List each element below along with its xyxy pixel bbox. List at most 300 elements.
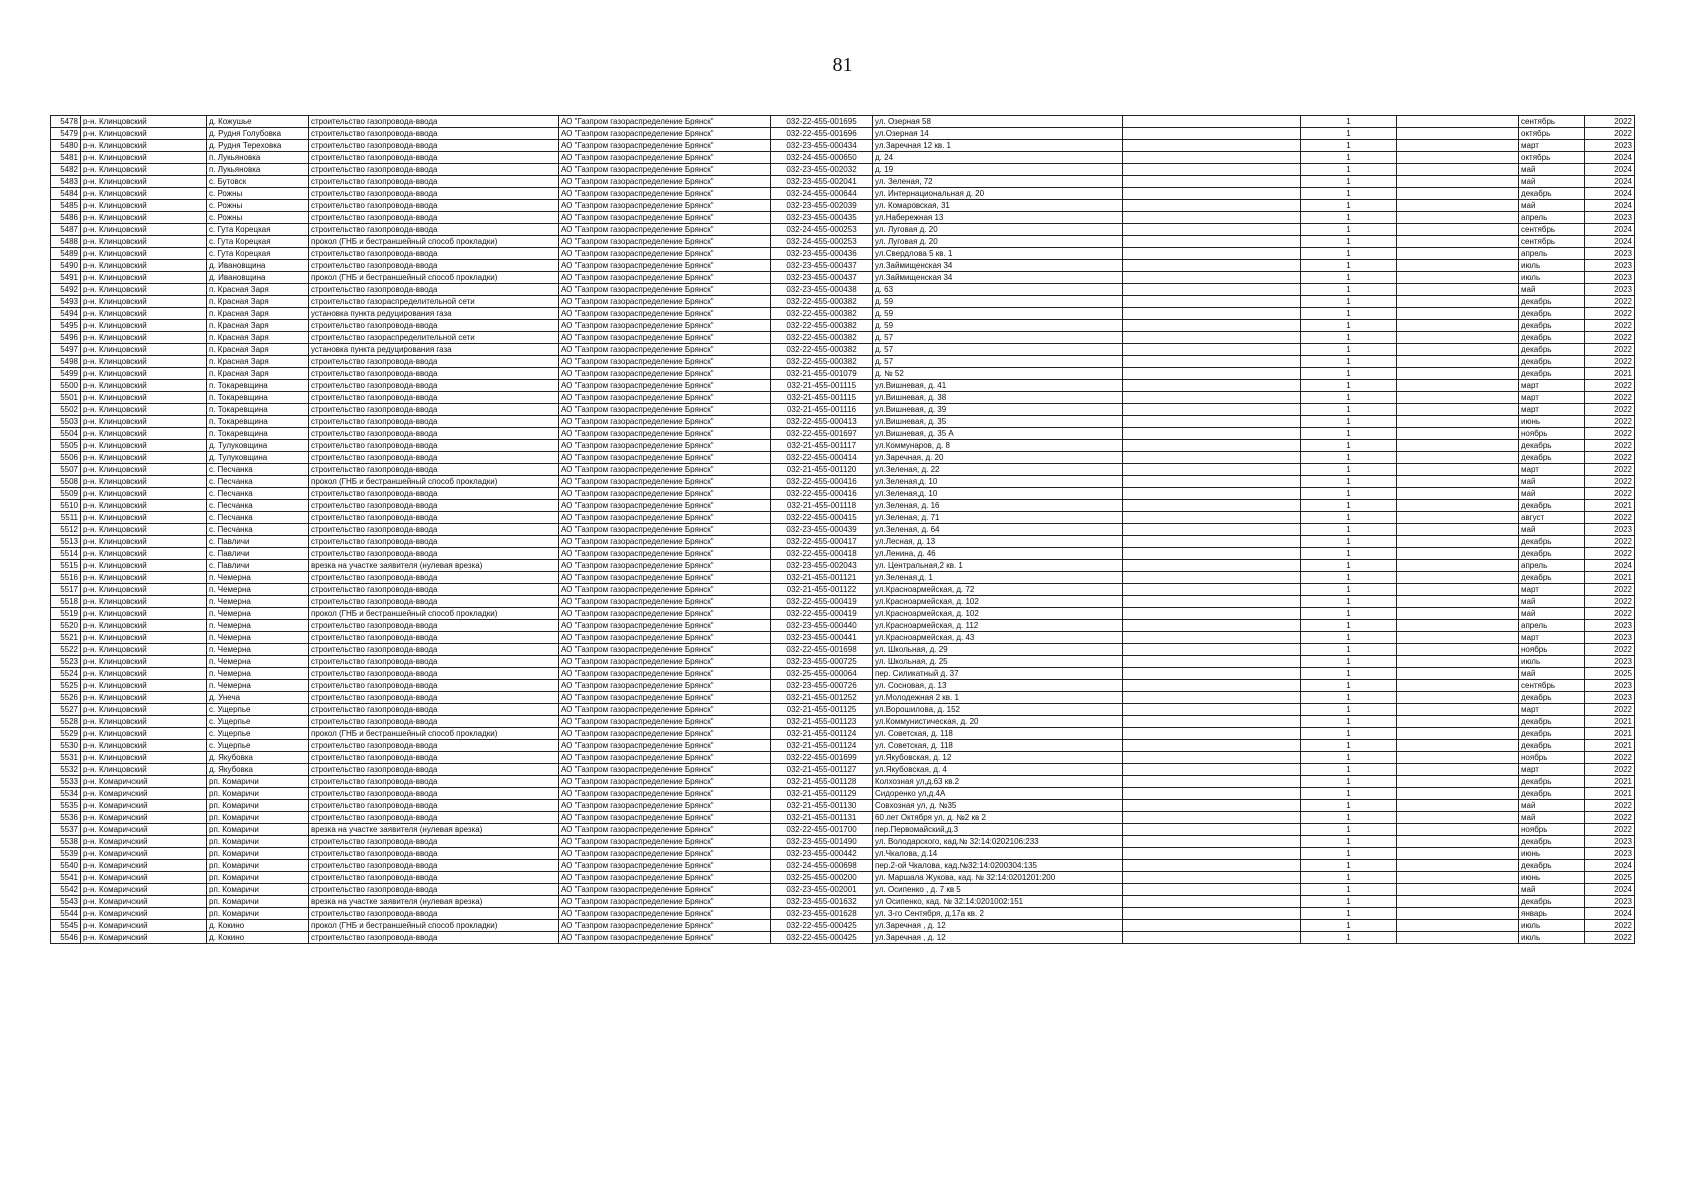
cell-blank [1397, 632, 1519, 644]
cell-month: май [1519, 812, 1585, 824]
cell-quantity: 1 [1301, 836, 1397, 848]
cell-address: пер.Первомайский,д.3 [873, 824, 1123, 836]
cell-month: май [1519, 608, 1585, 620]
cell-quantity: 1 [1301, 428, 1397, 440]
cell-extra [1123, 416, 1301, 428]
table-row [51, 536, 1635, 548]
cell-quantity: 1 [1301, 380, 1397, 392]
cell-month: март [1519, 764, 1585, 776]
cell-month: декабрь [1519, 860, 1585, 872]
cell-row-number: 5495 [51, 320, 81, 332]
cell-work-type: строительство газопровода-ввода [309, 368, 559, 380]
cell-quantity: 1 [1301, 740, 1397, 752]
cell-blank [1397, 164, 1519, 176]
cell-work-type: строительство газопровода-ввода [309, 812, 559, 824]
cell-settlement: д. Тулуковщина [207, 440, 309, 452]
cell-quantity: 1 [1301, 500, 1397, 512]
cell-application-number: 032-22-455-000416 [771, 476, 873, 488]
cell-month: декабрь [1519, 452, 1585, 464]
cell-address: ул. Маршала Жукова, кад. № 32:14:0201201:200 [873, 872, 1123, 884]
cell-quantity: 1 [1301, 812, 1397, 824]
cell-month: декабрь [1519, 368, 1585, 380]
cell-organization: АО "Газпром газораспределение Брянск" [559, 416, 771, 428]
cell-year: 2022 [1585, 128, 1635, 140]
cell-row-number: 5546 [51, 932, 81, 944]
cell-organization: АО "Газпром газораспределение Брянск" [559, 776, 771, 788]
cell-settlement: п. Красная Заря [207, 320, 309, 332]
cell-address: д. 24 [873, 152, 1123, 164]
cell-row-number: 5485 [51, 200, 81, 212]
cell-extra [1123, 272, 1301, 284]
cell-settlement: п. Чемерна [207, 680, 309, 692]
cell-quantity: 1 [1301, 296, 1397, 308]
cell-organization: АО "Газпром газораспределение Брянск" [559, 488, 771, 500]
table-row [51, 788, 1635, 800]
cell-organization: АО "Газпром газораспределение Брянск" [559, 896, 771, 908]
cell-work-type: строительство газопровода-ввода [309, 860, 559, 872]
cell-extra [1123, 920, 1301, 932]
cell-year: 2024 [1585, 188, 1635, 200]
cell-year: 2021 [1585, 572, 1635, 584]
cell-quantity: 1 [1301, 116, 1397, 128]
cell-organization: АО "Газпром газораспределение Брянск" [559, 500, 771, 512]
cell-year: 2022 [1585, 440, 1635, 452]
cell-row-number: 5520 [51, 620, 81, 632]
cell-address: ул. Школьная, д. 29 [873, 644, 1123, 656]
cell-extra [1123, 824, 1301, 836]
cell-organization: АО "Газпром газораспределение Брянск" [559, 668, 771, 680]
cell-blank [1397, 800, 1519, 812]
cell-month: май [1519, 884, 1585, 896]
cell-month: декабрь [1519, 188, 1585, 200]
cell-blank [1397, 620, 1519, 632]
cell-blank [1397, 704, 1519, 716]
cell-district: р-н. Клинцовский [81, 452, 207, 464]
cell-blank [1397, 896, 1519, 908]
cell-quantity: 1 [1301, 356, 1397, 368]
table-row [51, 236, 1635, 248]
cell-blank [1397, 416, 1519, 428]
cell-district: р-н. Клинцовский [81, 596, 207, 608]
cell-extra [1123, 248, 1301, 260]
table-row [51, 512, 1635, 524]
cell-extra [1123, 668, 1301, 680]
cell-blank [1397, 476, 1519, 488]
cell-extra [1123, 368, 1301, 380]
table-row [51, 284, 1635, 296]
cell-quantity: 1 [1301, 416, 1397, 428]
cell-month: январь [1519, 908, 1585, 920]
cell-address: ул.Зеленая, д. 16 [873, 500, 1123, 512]
cell-organization: АО "Газпром газораспределение Брянск" [559, 716, 771, 728]
cell-quantity: 1 [1301, 704, 1397, 716]
cell-extra [1123, 752, 1301, 764]
cell-work-type: строительство газопровода-ввода [309, 644, 559, 656]
cell-organization: АО "Газпром газораспределение Брянск" [559, 224, 771, 236]
table-row [51, 836, 1635, 848]
cell-quantity: 1 [1301, 908, 1397, 920]
cell-quantity: 1 [1301, 692, 1397, 704]
cell-row-number: 5490 [51, 260, 81, 272]
page-number: 81 [832, 54, 853, 76]
cell-month: апрель [1519, 620, 1585, 632]
cell-address: 60 лет Октября ул, д. №2 кв 2 [873, 812, 1123, 824]
cell-year: 2025 [1585, 668, 1635, 680]
cell-blank [1397, 812, 1519, 824]
cell-work-type: прокол (ГНБ и бестраншейный способ прокладки) [309, 476, 559, 488]
cell-row-number: 5499 [51, 368, 81, 380]
cell-month: декабрь [1519, 536, 1585, 548]
cell-application-number: 032-21-455-001125 [771, 704, 873, 716]
cell-extra [1123, 728, 1301, 740]
cell-organization: АО "Газпром газораспределение Брянск" [559, 176, 771, 188]
cell-settlement: рп. Комаричи [207, 824, 309, 836]
cell-organization: АО "Газпром газораспределение Брянск" [559, 260, 771, 272]
cell-organization: АО "Газпром газораспределение Брянск" [559, 512, 771, 524]
cell-year: 2023 [1585, 680, 1635, 692]
cell-district: р-н. Клинцовский [81, 704, 207, 716]
cell-organization: АО "Газпром газораспределение Брянск" [559, 836, 771, 848]
cell-extra [1123, 296, 1301, 308]
cell-month: март [1519, 380, 1585, 392]
cell-blank [1397, 716, 1519, 728]
cell-work-type: строительство газопровода-ввода [309, 536, 559, 548]
cell-address: д. 59 [873, 308, 1123, 320]
cell-blank [1397, 692, 1519, 704]
cell-month: июнь [1519, 872, 1585, 884]
cell-blank [1397, 284, 1519, 296]
cell-year: 2023 [1585, 692, 1635, 704]
cell-month: май [1519, 524, 1585, 536]
cell-district: р-н. Клинцовский [81, 344, 207, 356]
cell-year: 2022 [1585, 596, 1635, 608]
cell-settlement: с. Павличи [207, 560, 309, 572]
table-row [51, 476, 1635, 488]
cell-row-number: 5500 [51, 380, 81, 392]
cell-quantity: 1 [1301, 512, 1397, 524]
cell-settlement: с. Ущерпье [207, 740, 309, 752]
cell-district: р-н. Клинцовский [81, 176, 207, 188]
cell-organization: АО "Газпром газораспределение Брянск" [559, 308, 771, 320]
cell-row-number: 5498 [51, 356, 81, 368]
cell-application-number: 032-22-455-001696 [771, 128, 873, 140]
cell-year: 2023 [1585, 284, 1635, 296]
cell-district: р-н. Клинцовский [81, 152, 207, 164]
cell-settlement: п. Чемерна [207, 608, 309, 620]
cell-application-number: 032-22-455-000382 [771, 332, 873, 344]
cell-organization: АО "Газпром газораспределение Брянск" [559, 644, 771, 656]
cell-district: р-н. Комаричский [81, 872, 207, 884]
cell-settlement: п. Красная Заря [207, 308, 309, 320]
cell-application-number: 032-21-455-001120 [771, 464, 873, 476]
cell-settlement: с. Гута Корецкая [207, 248, 309, 260]
cell-district: р-н. Комаричский [81, 920, 207, 932]
cell-extra [1123, 188, 1301, 200]
cell-address: ул.Молодежная 2 кв. 1 [873, 692, 1123, 704]
cell-quantity: 1 [1301, 332, 1397, 344]
cell-blank [1397, 608, 1519, 620]
cell-district: р-н. Клинцовский [81, 536, 207, 548]
cell-district: р-н. Клинцовский [81, 200, 207, 212]
cell-month: декабрь [1519, 500, 1585, 512]
cell-month: декабрь [1519, 572, 1585, 584]
cell-organization: АО "Газпром газораспределение Брянск" [559, 572, 771, 584]
cell-extra [1123, 356, 1301, 368]
cell-quantity: 1 [1301, 728, 1397, 740]
cell-quantity: 1 [1301, 236, 1397, 248]
cell-settlement: рп. Комаричи [207, 884, 309, 896]
cell-address: ул. Комаровская, 31 [873, 200, 1123, 212]
cell-month: декабрь [1519, 728, 1585, 740]
cell-organization: АО "Газпром газораспределение Брянск" [559, 752, 771, 764]
cell-extra [1123, 560, 1301, 572]
cell-application-number: 032-23-455-000438 [771, 284, 873, 296]
cell-row-number: 5489 [51, 248, 81, 260]
cell-application-number: 032-21-455-001118 [771, 500, 873, 512]
table-row [51, 560, 1635, 572]
cell-organization: АО "Газпром газораспределение Брянск" [559, 128, 771, 140]
table-row [51, 620, 1635, 632]
cell-extra [1123, 692, 1301, 704]
cell-address: ул.Зеленая,д. 10 [873, 476, 1123, 488]
table-row [51, 596, 1635, 608]
cell-row-number: 5525 [51, 680, 81, 692]
table-row [51, 248, 1635, 260]
cell-year: 2024 [1585, 200, 1635, 212]
cell-organization: АО "Газпром газораспределение Брянск" [559, 608, 771, 620]
cell-settlement: п. Токаревщина [207, 428, 309, 440]
cell-application-number: 032-23-455-000725 [771, 656, 873, 668]
cell-quantity: 1 [1301, 644, 1397, 656]
cell-row-number: 5501 [51, 392, 81, 404]
cell-district: р-н. Клинцовский [81, 584, 207, 596]
cell-application-number: 032-21-455-001127 [771, 764, 873, 776]
cell-row-number: 5509 [51, 488, 81, 500]
cell-address: ул.Зеленая, д. 22 [873, 464, 1123, 476]
table-row [51, 656, 1635, 668]
cell-work-type: строительство газопровода-ввода [309, 800, 559, 812]
cell-row-number: 5503 [51, 416, 81, 428]
cell-address: ул.Чкалова, д.14 [873, 848, 1123, 860]
cell-work-type: строительство газопровода-ввода [309, 176, 559, 188]
cell-application-number: 032-22-455-000416 [771, 488, 873, 500]
cell-blank [1397, 116, 1519, 128]
cell-organization: АО "Газпром газораспределение Брянск" [559, 740, 771, 752]
cell-extra [1123, 764, 1301, 776]
cell-quantity: 1 [1301, 656, 1397, 668]
cell-month: март [1519, 140, 1585, 152]
cell-quantity: 1 [1301, 932, 1397, 944]
table-row [51, 332, 1635, 344]
cell-blank [1397, 272, 1519, 284]
cell-settlement: п. Лукьяновка [207, 164, 309, 176]
cell-application-number: 032-21-455-001079 [771, 368, 873, 380]
cell-year: 2022 [1585, 332, 1635, 344]
cell-extra [1123, 788, 1301, 800]
cell-district: р-н. Клинцовский [81, 296, 207, 308]
cell-organization: АО "Газпром газораспределение Брянск" [559, 704, 771, 716]
cell-blank [1397, 488, 1519, 500]
cell-organization: АО "Газпром газораспределение Брянск" [559, 296, 771, 308]
cell-blank [1397, 320, 1519, 332]
cell-district: р-н. Комаричский [81, 788, 207, 800]
cell-application-number: 032-21-455-001128 [771, 776, 873, 788]
table-row [51, 728, 1635, 740]
cell-organization: АО "Газпром газораспределение Брянск" [559, 884, 771, 896]
cell-organization: АО "Газпром газораспределение Брянск" [559, 392, 771, 404]
table-row [51, 212, 1635, 224]
cell-quantity: 1 [1301, 584, 1397, 596]
table-row [51, 164, 1635, 176]
cell-organization: АО "Газпром газораспределение Брянск" [559, 920, 771, 932]
cell-application-number: 032-23-455-002041 [771, 176, 873, 188]
cell-work-type: строительство газопровода-ввода [309, 836, 559, 848]
cell-extra [1123, 392, 1301, 404]
cell-district: р-н. Комаричский [81, 776, 207, 788]
table-row [51, 320, 1635, 332]
table-row [51, 644, 1635, 656]
cell-month: май [1519, 164, 1585, 176]
table-row [51, 140, 1635, 152]
cell-organization: АО "Газпром газораспределение Брянск" [559, 188, 771, 200]
cell-application-number: 032-23-455-000437 [771, 272, 873, 284]
cell-application-number: 032-21-455-001115 [771, 392, 873, 404]
cell-quantity: 1 [1301, 824, 1397, 836]
table-row [51, 872, 1635, 884]
cell-settlement: рп. Комаричи [207, 908, 309, 920]
cell-settlement: д. Рудня Голубовка [207, 128, 309, 140]
cell-month: май [1519, 800, 1585, 812]
cell-district: р-н. Клинцовский [81, 716, 207, 728]
cell-year: 2022 [1585, 584, 1635, 596]
cell-extra [1123, 260, 1301, 272]
cell-row-number: 5487 [51, 224, 81, 236]
cell-year: 2023 [1585, 212, 1635, 224]
cell-application-number: 032-22-455-000415 [771, 512, 873, 524]
cell-extra [1123, 872, 1301, 884]
cell-quantity: 1 [1301, 368, 1397, 380]
cell-district: р-н. Клинцовский [81, 752, 207, 764]
cell-address: ул. Школьная, д. 25 [873, 656, 1123, 668]
cell-district: р-н. Клинцовский [81, 416, 207, 428]
cell-district: р-н. Клинцовский [81, 488, 207, 500]
cell-work-type: строительство газопровода-ввода [309, 884, 559, 896]
cell-district: р-н. Клинцовский [81, 164, 207, 176]
cell-row-number: 5537 [51, 824, 81, 836]
cell-application-number: 032-21-455-001115 [771, 380, 873, 392]
cell-quantity: 1 [1301, 164, 1397, 176]
cell-blank [1397, 332, 1519, 344]
cell-quantity: 1 [1301, 560, 1397, 572]
cell-month: май [1519, 596, 1585, 608]
cell-work-type: прокол (ГНБ и бестраншейный способ прокладки) [309, 272, 559, 284]
cell-blank [1397, 752, 1519, 764]
table-row [51, 800, 1635, 812]
cell-year: 2022 [1585, 932, 1635, 944]
cell-address: ул. Сосновая, д. 13 [873, 680, 1123, 692]
table-row [51, 776, 1635, 788]
cell-address: Колхозная ул,д.63 кв.2 [873, 776, 1123, 788]
cell-row-number: 5518 [51, 596, 81, 608]
cell-blank [1397, 296, 1519, 308]
cell-row-number: 5541 [51, 872, 81, 884]
cell-settlement: д. Ивановщина [207, 272, 309, 284]
cell-month: май [1519, 176, 1585, 188]
cell-month: апрель [1519, 248, 1585, 260]
cell-row-number: 5513 [51, 536, 81, 548]
cell-year: 2024 [1585, 152, 1635, 164]
cell-address: пер. Силикатный д. 37 [873, 668, 1123, 680]
cell-application-number: 032-24-455-000253 [771, 236, 873, 248]
cell-address: ул.Красноармейская, д. 43 [873, 632, 1123, 644]
cell-blank [1397, 152, 1519, 164]
cell-district: р-н. Клинцовский [81, 500, 207, 512]
cell-year: 2022 [1585, 476, 1635, 488]
cell-work-type: строительство газопровода-ввода [309, 572, 559, 584]
cell-settlement: с. Песчанка [207, 512, 309, 524]
cell-blank [1397, 344, 1519, 356]
cell-work-type: строительство газопровода-ввода [309, 260, 559, 272]
cell-application-number: 032-24-455-000650 [771, 152, 873, 164]
cell-application-number: 032-22-455-000382 [771, 296, 873, 308]
cell-blank [1397, 872, 1519, 884]
cell-address: д. 59 [873, 320, 1123, 332]
cell-district: р-н. Клинцовский [81, 368, 207, 380]
cell-blank [1397, 200, 1519, 212]
table-row [51, 152, 1635, 164]
cell-quantity: 1 [1301, 488, 1397, 500]
cell-work-type: строительство газопровода-ввода [309, 164, 559, 176]
cell-month: март [1519, 404, 1585, 416]
cell-application-number: 032-22-455-000414 [771, 452, 873, 464]
cell-application-number: 032-21-455-001124 [771, 728, 873, 740]
cell-organization: АО "Газпром газораспределение Брянск" [559, 560, 771, 572]
cell-year: 2024 [1585, 176, 1635, 188]
cell-month: март [1519, 632, 1585, 644]
cell-work-type: строительство газопровода-ввода [309, 284, 559, 296]
cell-district: р-н. Комаричский [81, 812, 207, 824]
cell-extra [1123, 212, 1301, 224]
cell-application-number: 032-23-455-000442 [771, 848, 873, 860]
cell-application-number: 032-22-455-001699 [771, 752, 873, 764]
cell-organization: АО "Газпром газораспределение Брянск" [559, 116, 771, 128]
cell-year: 2022 [1585, 512, 1635, 524]
cell-quantity: 1 [1301, 608, 1397, 620]
cell-extra [1123, 704, 1301, 716]
cell-row-number: 5533 [51, 776, 81, 788]
cell-organization: АО "Газпром газораспределение Брянск" [559, 584, 771, 596]
cell-address: ул.Красноармейская, д. 102 [873, 596, 1123, 608]
cell-application-number: 032-21-455-001122 [771, 584, 873, 596]
cell-work-type: строительство газопровода-ввода [309, 488, 559, 500]
table-row [51, 272, 1635, 284]
cell-row-number: 5512 [51, 524, 81, 536]
cell-address: ул.Коммунистическая, д. 20 [873, 716, 1123, 728]
cell-year: 2023 [1585, 260, 1635, 272]
cell-application-number: 032-21-455-001129 [771, 788, 873, 800]
cell-month: сентябрь [1519, 236, 1585, 248]
cell-organization: АО "Газпром газораспределение Брянск" [559, 680, 771, 692]
table-row [51, 716, 1635, 728]
cell-year: 2022 [1585, 920, 1635, 932]
cell-address: ул.Свердлова 5 кв. 1 [873, 248, 1123, 260]
cell-district: р-н. Клинцовский [81, 764, 207, 776]
cell-district: р-н. Клинцовский [81, 560, 207, 572]
cell-blank [1397, 536, 1519, 548]
cell-work-type: строительство газопровода-ввода [309, 380, 559, 392]
cell-application-number: 032-25-455-000064 [771, 668, 873, 680]
cell-address: ул.Заречная , д. 12 [873, 932, 1123, 944]
